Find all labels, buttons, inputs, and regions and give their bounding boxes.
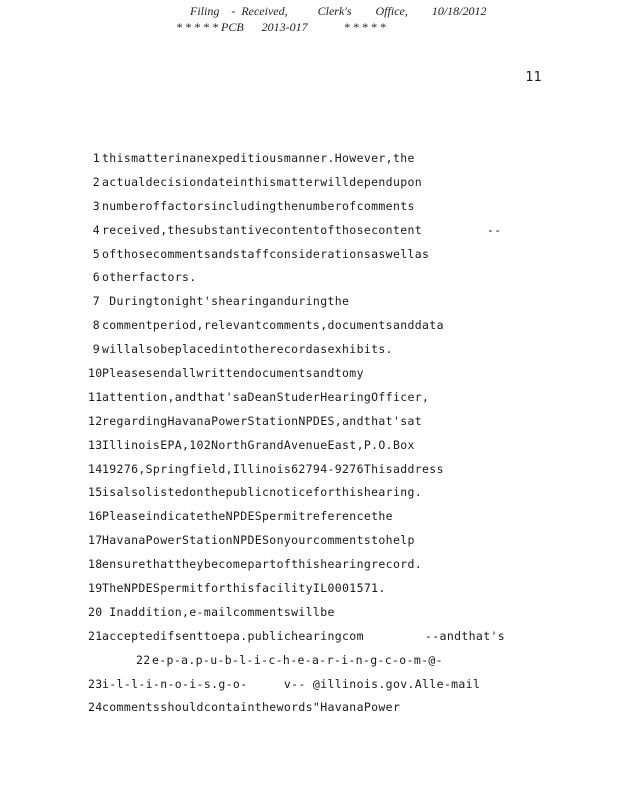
line-number: 4	[92, 222, 100, 237]
line-text: Duringtonight'shearinganduringthe	[102, 294, 350, 309]
line-number: 13	[88, 437, 103, 452]
line-number: 18	[88, 557, 103, 572]
transcript-line	[0, 581, 618, 605]
transcript-line	[0, 485, 618, 509]
line-text: e-p-a.p-u-b-l-i-c-h-e-a-r-i-n-g-c-o-m-@-	[152, 652, 443, 667]
line-number: 15	[88, 485, 103, 500]
line-text: HavanaPowerStationNPDESonyourcommentstohelp	[102, 533, 415, 548]
transcript-body	[0, 151, 618, 724]
line-number: 19	[88, 581, 103, 596]
line-number: 7	[92, 294, 100, 309]
line-text: willalsobeplacedintotherecordasexhibits.	[102, 342, 393, 357]
transcript-line	[0, 247, 618, 271]
line-text: acceptedifsenttoepa.publichearingcom	[102, 628, 364, 643]
transcript-line	[0, 151, 618, 175]
transcript-line	[0, 318, 618, 342]
line-text: Pleasesendallwrittendocumentsandtomy	[102, 366, 364, 381]
line-text: numberoffactorsincludingthenumberofcomments	[102, 198, 415, 213]
transcript-line	[0, 294, 618, 318]
page-number: 11	[525, 70, 542, 85]
line-number: 21	[88, 628, 103, 643]
line-text: TheNPDESpermitforthisfacilityIL0001571.	[102, 581, 386, 596]
line-tail: --	[487, 222, 502, 237]
transcript-line	[0, 677, 618, 701]
line-text: ensurethattheybecomepartofthishearingrecord.	[102, 557, 423, 572]
line-number: 16	[88, 509, 103, 524]
line-number: 23	[88, 676, 103, 691]
line-text: i-l-l-i-n-o-i-s.g-o- v-- @illinois.gov.Alle-mail	[102, 676, 481, 691]
line-text: Inaddition,e-mailcommentswillbe	[102, 604, 335, 619]
line-text: otherfactors.	[102, 270, 197, 285]
transcript-line	[0, 175, 618, 199]
transcript-line	[0, 438, 618, 462]
transcript-line	[0, 462, 618, 486]
transcript-line	[0, 533, 618, 557]
line-tail: --andthat's	[425, 628, 506, 643]
transcript-line	[0, 629, 618, 653]
transcript-line	[0, 270, 618, 294]
line-number: 5	[92, 246, 100, 261]
line-number: 14	[88, 461, 103, 476]
transcript-line	[0, 700, 618, 724]
transcript-line	[0, 653, 618, 677]
line-text: received,thesubstantivecontentofthosecontent	[102, 222, 423, 237]
line-number: 22	[136, 652, 151, 667]
line-number: 6	[92, 270, 100, 285]
transcript-line	[0, 366, 618, 390]
line-number: 12	[88, 413, 103, 428]
line-number: 24	[88, 700, 103, 715]
line-text: actualdecisiondateinthismatterwilldependupon	[102, 174, 423, 189]
line-number: 11	[88, 389, 103, 404]
transcript-line	[0, 342, 618, 366]
line-text: IllinoisEPA,102NorthGrandAvenueEast,P.O.Box	[102, 437, 415, 452]
line-text: commentsshouldcontainthewords"HavanaPower	[102, 700, 401, 715]
line-number: 17	[88, 533, 103, 548]
line-number: 20	[88, 604, 103, 619]
line-text: ofthosecommentsandstaffconsiderationsaswellas	[102, 246, 430, 261]
line-text: commentperiod,relevantcomments,documentsanddata	[102, 318, 444, 333]
transcript-line	[0, 509, 618, 533]
line-number: 2	[92, 174, 100, 189]
transcript-line	[0, 199, 618, 223]
line-number: 3	[92, 198, 100, 213]
line-number: 9	[92, 342, 100, 357]
transcript-line	[0, 223, 618, 247]
line-number: 10	[88, 366, 103, 381]
filing-stamp-line1: Filing - Received, Clerk's Office, 10/18/2012	[190, 4, 487, 18]
line-text: regardingHavanaPowerStationNPDES,andthat'sat	[102, 413, 423, 428]
transcript-line	[0, 390, 618, 414]
line-text: 19276,Springfield,Illinois62794-9276Thisaddress	[102, 461, 444, 476]
filing-stamp-line2: * * * * * PCB 2013-017 * * * * *	[176, 20, 386, 34]
line-text: isalsolistedonthepublicnoticeforthishearing.	[102, 485, 423, 500]
line-text: thismatterinanexpeditiousmanner.However,the	[102, 151, 415, 165]
line-text: attention,andthat'saDeanStuderHearingOfficer,	[102, 389, 430, 404]
line-text: PleaseindicatetheNPDESpermitreferencethe	[102, 509, 393, 524]
line-number: 1	[92, 151, 100, 165]
transcript-line	[0, 557, 618, 581]
line-number: 8	[92, 318, 100, 333]
transcript-line	[0, 414, 618, 438]
transcript-line	[0, 605, 618, 629]
